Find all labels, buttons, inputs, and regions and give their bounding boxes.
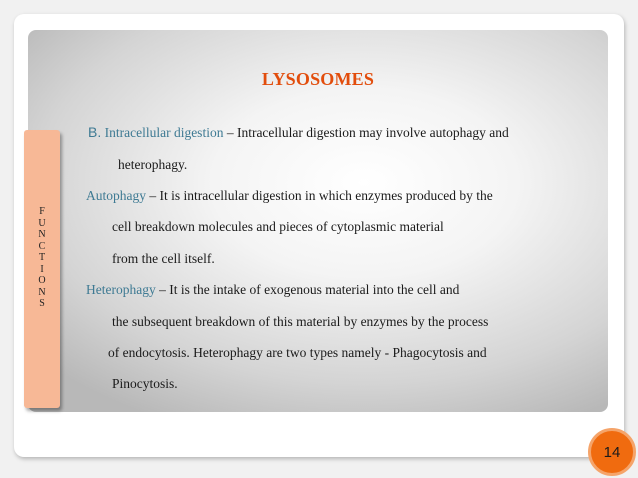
body-line-3: [86, 188, 493, 204]
line-text: of endocytosis. Heterophagy are two types namely - Phagocytosis and: [108, 345, 487, 360]
side-tab-letter: U: [38, 217, 46, 229]
line-text: heterophagy.: [118, 157, 188, 172]
line-text: – It is the intake of exogenous material into the cell and: [155, 282, 460, 297]
body-line-9: [112, 376, 178, 392]
side-tab-letter: I: [40, 263, 44, 275]
side-tab-letter: N: [38, 286, 46, 298]
term-autophagy: Autophagy: [86, 188, 146, 203]
body-line-2: [118, 157, 187, 173]
body-line-5: [112, 251, 215, 267]
side-tab-letter: O: [38, 275, 46, 286]
line-text: – Intracellular digestion may involve autophagy and: [223, 125, 509, 140]
side-tab-letter: N: [38, 229, 46, 240]
section-marker: B.: [88, 124, 102, 140]
body-line-1: [88, 124, 509, 141]
slide-title: LYSOSOMES: [261, 69, 375, 89]
body-line-8: [108, 345, 487, 361]
side-tab-letter: F: [39, 206, 45, 217]
term-intracellular-digestion: Intracellular digestion: [104, 125, 224, 140]
term-heterophagy: Heterophagy: [86, 282, 156, 297]
line-text: from the cell itself.: [112, 251, 215, 266]
body-line-4: [112, 219, 444, 235]
line-text: Pinocytosis.: [112, 376, 178, 391]
side-tab-letter: T: [38, 252, 46, 263]
page-number-badge: 14: [588, 428, 636, 476]
side-tab-letter: C: [38, 240, 46, 252]
line-text: the subsequent breakdown of this material by enzymes by the process: [112, 314, 489, 329]
line-text: cell breakdown molecules and pieces of cytoplasmic material: [112, 219, 444, 234]
side-tab-letters: [24, 206, 60, 310]
body-line-7: [112, 314, 488, 330]
side-tab-letter: S: [39, 298, 45, 309]
body-line-6: [86, 282, 459, 298]
line-text: – It is intracellular digestion in which enzymes produced by the: [146, 188, 493, 203]
side-tab: [24, 130, 60, 408]
